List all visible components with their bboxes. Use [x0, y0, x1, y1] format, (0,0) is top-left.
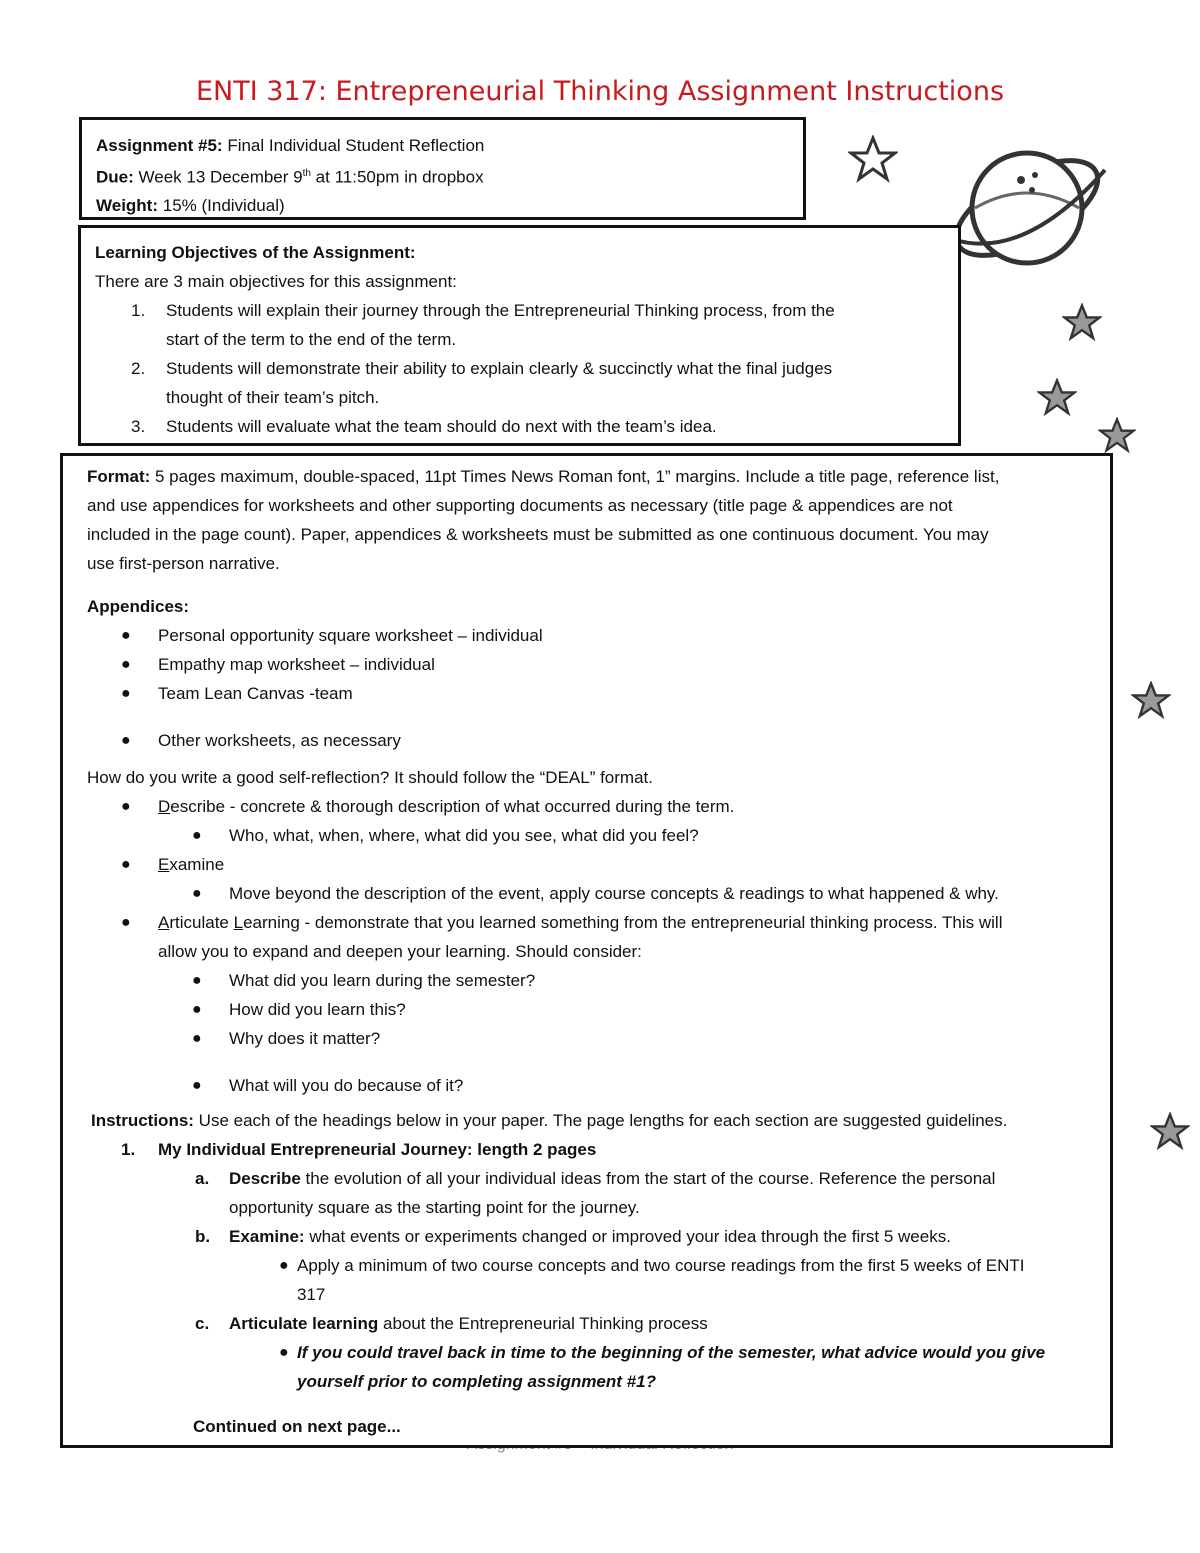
appendix-item: ● Empathy map worksheet – individual: [121, 655, 435, 674]
star-icon: [1150, 1112, 1190, 1152]
instruction-item-b: b. Examine: what events or experiments changed or improved your idea through the first 5 weeks.: [195, 1227, 951, 1246]
star-icon: [1131, 681, 1171, 721]
deal-articulate-sub: ● What will you do because of it?: [192, 1076, 464, 1095]
instruction-item-c-sub: ● If you could travel back in time to the beginning of the semester, what advice would you give yourself prior to completing assignment #1?: [279, 1343, 1046, 1391]
star-icon: [848, 135, 898, 185]
star-icon: [1098, 417, 1136, 455]
star-icon: [1037, 378, 1077, 418]
objectives-box: [78, 225, 961, 446]
page-title: ENTI 317: Entrepreneurial Thinking Assignment Instructions: [195, 76, 1005, 107]
assignment-info-box: [79, 117, 806, 220]
continued-note: Continued on next page...: [193, 1417, 401, 1436]
appendix-item: ● Personal opportunity square worksheet – individual: [121, 626, 543, 645]
appendix-item: ● Other worksheets, as necessary: [121, 731, 401, 750]
deal-articulate-sub: ● Why does it matter?: [192, 1029, 381, 1048]
deal-intro: How do you write a good self-reflection? It should follow the “DEAL” format.: [87, 768, 653, 787]
assignment-due: Due: Week 13 December 9th at 11:50pm in dropbox: [96, 167, 484, 187]
objective-item: 3. Students will evaluate what the team should do next with the team’s idea.: [131, 417, 717, 436]
main-instructions-box: [60, 453, 1113, 1448]
deal-articulate: ● Articulate Learning - demonstrate that you learned something from the entrepreneurial thinking process. This will: [121, 913, 1003, 932]
objective-item: 2. Students will demonstrate their ability to explain clearly & succinctly what the final judges thought of their team’s pitch.: [131, 359, 833, 407]
deal-articulate-sub: ● What did you learn during the semester?: [192, 971, 536, 990]
deal-articulate-line2: allow you to expand and deepen your learning. Should consider:: [158, 942, 642, 961]
deal-describe: ● Describe - concrete & thorough description of what occurred during the term.: [121, 797, 735, 816]
instruction-item-a: a. Describe the evolution of all your individual ideas from the start of the course. Reference the personal opportunity square as the starting point for the journey.: [195, 1169, 996, 1217]
deal-examine-sub: ● Move beyond the description of the event, apply course concepts & readings to what happened & why.: [192, 884, 999, 903]
assignment-weight: Weight: 15% (Individual): [96, 195, 285, 215]
objective-item: 1. Students will explain their journey through the Entrepreneurial Thinking process, from the start of the term to the end of the term.: [131, 301, 835, 349]
objectives-list: [95, 296, 944, 441]
instructions-intro: Instructions: Use each of the headings below in your paper. The page lengths for each section are suggested guidelines.: [91, 1111, 1008, 1130]
star-icon: [1062, 303, 1102, 343]
deal-describe-sub: ● Who, what, when, where, what did you see, what did you feel?: [192, 826, 699, 845]
deal-articulate-sub: ● How did you learn this?: [192, 1000, 406, 1019]
assignment-number: Assignment #5: Final Individual Student Reflection: [96, 136, 485, 155]
appendix-item: ● Team Lean Canvas -team: [121, 684, 353, 703]
objectives-heading: Learning Objectives of the Assignment:: [95, 243, 416, 262]
appendices-heading: Appendices:: [87, 597, 190, 616]
objectives-intro: There are 3 main objectives for this assignment:: [95, 272, 457, 291]
instruction-item-c: c. Articulate learning about the Entrepreneurial Thinking process: [195, 1314, 708, 1333]
instruction-item-b-sub: ● Apply a minimum of two course concepts and two course readings from the first 5 weeks of ENTI 317: [279, 1256, 1025, 1304]
instruction-item-1: 1. My Individual Entrepreneurial Journey: length 2 pages: [121, 1140, 597, 1159]
deal-examine: ● Examine: [121, 855, 225, 874]
format-paragraph: Format: 5 pages maximum, double-spaced, 11pt Times News Roman font, 1” margins. Include a title page, reference list, and use appendices for worksheets and other supporting documents as necessary (title page & appendices are not included in the page count). Paper, appendices & worksheets must be submitted as one continuous document. You may use first-person narrative.: [87, 467, 1000, 573]
planet-icon: [935, 130, 1115, 280]
